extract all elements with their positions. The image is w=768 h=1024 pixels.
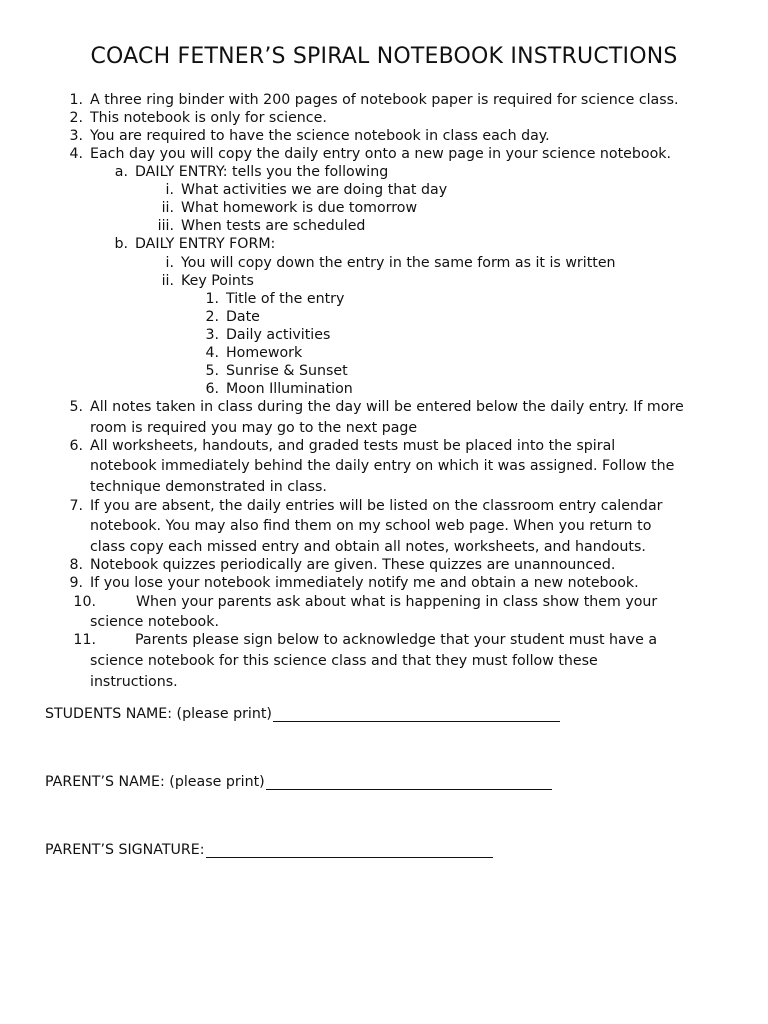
list-item-text: You are required to have the science notebook in class each day. — [90, 128, 550, 144]
student-name-blank[interactable] — [273, 707, 560, 722]
list-item-number: 5. — [69, 399, 83, 415]
list-item-number: 7. — [69, 498, 83, 514]
parent-signature-field[interactable] — [45, 842, 493, 858]
list-item-number: 9. — [69, 575, 83, 591]
list-item-text: Title of the entry — [226, 291, 345, 307]
list-item-number: 8. — [69, 557, 83, 573]
list-item-text: Key Points — [181, 273, 254, 289]
list-item-text: When tests are scheduled — [181, 218, 366, 234]
list-item-text: Homework — [226, 345, 303, 361]
student-name-field[interactable] — [45, 706, 560, 722]
list-item-text: Date — [226, 309, 260, 325]
list-item-number: 3. — [69, 128, 83, 144]
list-item-text: A three ring binder with 200 pages of notebook paper is required for science class. — [90, 92, 679, 108]
list-item-number: iii. — [157, 218, 174, 234]
list-item-number: 2. — [205, 309, 219, 325]
list-item-text: This notebook is only for science. — [90, 110, 327, 126]
list-item-number: i. — [165, 182, 174, 198]
list-item-number: 1. — [205, 291, 219, 307]
list-item-number: 4. — [69, 146, 83, 162]
list-item-number: 3. — [205, 327, 219, 343]
list-item-text: DAILY ENTRY: tells you the following — [135, 164, 389, 180]
list-item-number: 10. — [73, 594, 96, 610]
list-item-text: Daily activities — [226, 327, 331, 343]
list-item-number: i. — [165, 255, 174, 271]
list-item-text: What activities we are doing that day — [181, 182, 448, 198]
list-item-text: instructions. — [90, 674, 178, 690]
list-item-text: science notebook. — [90, 614, 219, 630]
list-item-text: Sunrise & Sunset — [226, 363, 348, 379]
list-item-text: If you lose your notebook immediately notify me and obtain a new notebook. — [90, 575, 639, 591]
list-item-text: All worksheets, handouts, and graded tests must be placed into the spiral — [90, 438, 616, 454]
list-item-number: b. — [114, 236, 128, 252]
student-name-label: STUDENTS NAME: (please print) — [45, 706, 272, 722]
parent-name-field[interactable] — [45, 774, 552, 790]
list-item-number: 1. — [69, 92, 83, 108]
list-item-text: technique demonstrated in class. — [90, 479, 327, 495]
list-item-number: ii. — [161, 273, 174, 289]
list-item-text: What homework is due tomorrow — [181, 200, 418, 216]
list-item-text: class copy each missed entry and obtain all notes, worksheets, and handouts. — [90, 539, 646, 555]
list-item-text: Notebook quizzes periodically are given. These quizzes are unannounced. — [90, 557, 616, 573]
list-item-number: 4. — [205, 345, 219, 361]
list-item-text: If you are absent, the daily entries will be listed on the classroom entry calendar — [90, 498, 663, 514]
list-item-text: DAILY ENTRY FORM: — [135, 236, 276, 252]
list-item-text: When your parents ask about what is happening in class show them your — [136, 594, 658, 610]
list-item-text: room is required you may go to the next page — [90, 420, 418, 436]
list-item-text: Moon Illumination — [226, 381, 353, 397]
list-item-text: Parents please sign below to acknowledge that your student must have a — [135, 632, 658, 648]
list-item-number: 11. — [73, 632, 96, 648]
list-item-number: a. — [114, 164, 128, 180]
list-item-text: science notebook for this science class and that they must follow these — [90, 653, 598, 669]
list-item-text: notebook immediately behind the daily entry on which it was assigned. Follow the — [90, 458, 675, 474]
list-item-number: ii. — [161, 200, 174, 216]
list-item-number: 6. — [69, 438, 83, 454]
parent-name-label: PARENT’S NAME: (please print) — [45, 774, 265, 790]
list-item-number: 6. — [205, 381, 219, 397]
list-item-text: notebook. You may also find them on my school web page. When you return to — [90, 518, 652, 534]
list-item-number: 2. — [69, 110, 83, 126]
parent-signature-blank[interactable] — [206, 843, 493, 858]
list-item-text: Each day you will copy the daily entry onto a new page in your science notebook. — [90, 146, 671, 162]
list-item-number: 5. — [205, 363, 219, 379]
parent-signature-label: PARENT’S SIGNATURE: — [45, 842, 205, 858]
list-item-text: All notes taken in class during the day will be entered below the daily entry. If more — [90, 399, 684, 415]
page-title: COACH FETNER’S SPIRAL NOTEBOOK INSTRUCTIONS — [90, 44, 678, 69]
list-item-text: You will copy down the entry in the same form as it is written — [181, 255, 616, 271]
parent-name-blank[interactable] — [266, 775, 552, 790]
